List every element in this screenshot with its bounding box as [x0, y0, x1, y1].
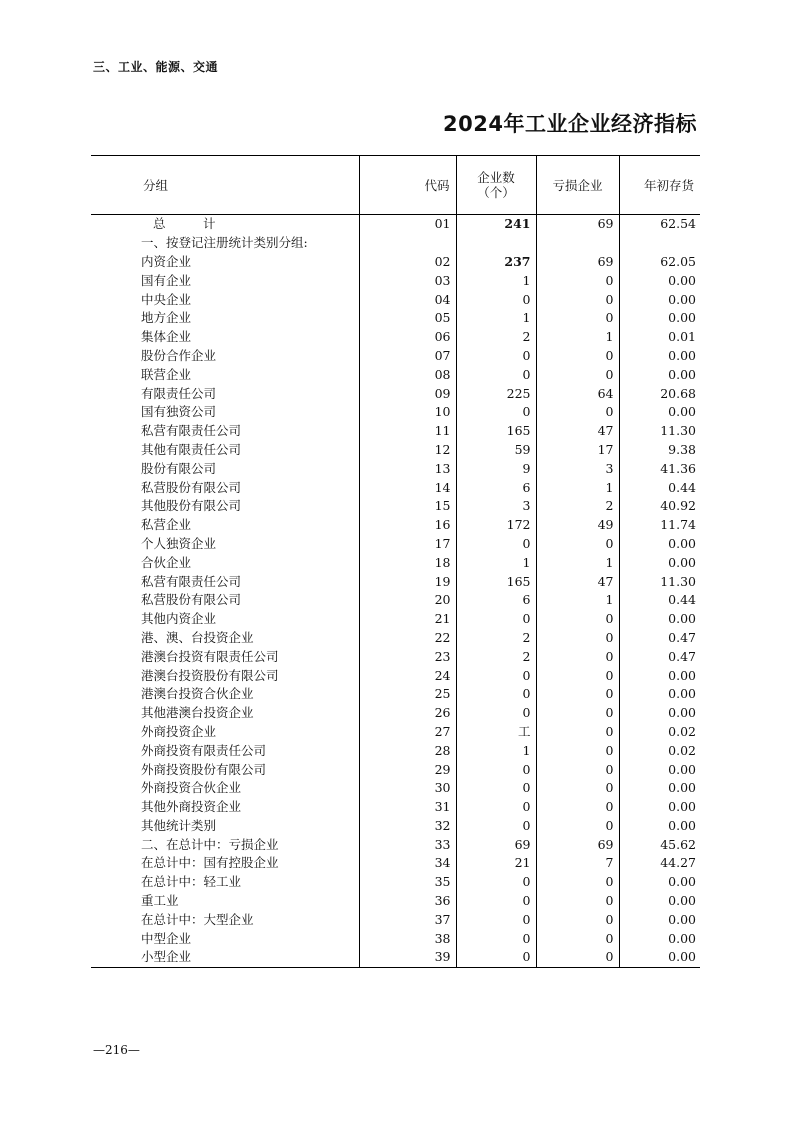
row-code: 02: [359, 253, 456, 272]
row-inventory: 0.00: [668, 949, 696, 965]
row-loss-enterprises: 0: [536, 309, 619, 328]
row-inventory: 0.00: [668, 930, 696, 946]
row-code: 20: [359, 591, 456, 610]
row-enterprises: 0: [456, 817, 536, 836]
row-code: 26: [359, 704, 456, 723]
table-row: [91, 760, 700, 779]
row-enterprises: 0: [456, 910, 536, 929]
row-loss-enterprises: 0: [536, 779, 619, 798]
row-loss-enterprises: 1: [536, 591, 619, 610]
row-loss-enterprises: 0: [536, 873, 619, 892]
row-code: 21: [359, 610, 456, 629]
row-enterprises: 225: [456, 384, 536, 403]
row-loss-enterprises: 69: [536, 215, 619, 234]
row-code: 27: [359, 723, 456, 742]
row-enterprises: 0: [456, 929, 536, 948]
table-row: [91, 384, 700, 403]
row-loss-enterprises: 1: [536, 328, 619, 347]
row-inventory: 0.00: [668, 686, 696, 702]
table-row: [91, 685, 700, 704]
row-inventory: 20.68: [660, 385, 696, 401]
row-enterprises: 0: [456, 760, 536, 779]
row-code: 33: [359, 835, 456, 854]
table-row: [91, 647, 700, 666]
row-group-name: 在总计中：轻工业: [91, 873, 359, 892]
row-enterprises: 0: [456, 610, 536, 629]
row-group-name: 一、按登记注册统计类别分组:: [91, 234, 359, 253]
table-row: [91, 290, 700, 309]
page-number: —216—: [93, 1043, 140, 1057]
row-inventory: 0.00: [668, 761, 696, 777]
table-row: [91, 892, 700, 911]
table-row: [91, 723, 700, 742]
row-group-name: 重工业: [91, 892, 359, 911]
row-inventory: 62.05: [660, 253, 696, 269]
row-loss-enterprises: 0: [536, 723, 619, 742]
row-group-name: 港澳台投资合伙企业: [91, 685, 359, 704]
row-loss-enterprises: 0: [536, 892, 619, 911]
row-code: 31: [359, 798, 456, 817]
table-row: [91, 459, 700, 478]
row-inventory: 0.02: [668, 742, 696, 758]
indicator-table: [91, 155, 700, 968]
row-code: 30: [359, 779, 456, 798]
row-loss-enterprises: 0: [536, 760, 619, 779]
row-loss-enterprises: 1: [536, 553, 619, 572]
row-inventory: 11.74: [660, 517, 696, 533]
table-row: [91, 873, 700, 892]
row-enterprises: 165: [456, 422, 536, 441]
row-group-name: 有限责任公司: [91, 384, 359, 403]
row-code: 11: [359, 422, 456, 441]
table-row: [91, 516, 700, 535]
row-code: 22: [359, 629, 456, 648]
row-group-name: 股份有限公司: [91, 459, 359, 478]
row-group-name: 地方企业: [91, 309, 359, 328]
row-group-name: 中型企业: [91, 929, 359, 948]
row-group-name: 中央企业: [91, 290, 359, 309]
row-inventory: 0.00: [668, 780, 696, 796]
row-group-name: 外商投资有限责任公司: [91, 741, 359, 760]
page-title: 2024年工业企业经济指标: [443, 112, 697, 136]
row-group-name: 在总计中：国有控股企业: [91, 854, 359, 873]
row-loss-enterprises: 49: [536, 516, 619, 535]
row-loss-enterprises: 0: [536, 290, 619, 309]
row-inventory: 0.00: [668, 911, 696, 927]
table-row: [91, 835, 700, 854]
table-row: [91, 234, 700, 253]
row-loss-enterprises: 0: [536, 948, 619, 967]
row-loss-enterprises: 69: [536, 835, 619, 854]
row-code: [359, 234, 456, 253]
table-row: [91, 591, 700, 610]
table-row: [91, 910, 700, 929]
row-enterprises: 0: [456, 873, 536, 892]
table-row: [91, 666, 700, 685]
row-enterprises: 0: [456, 290, 536, 309]
row-code: 09: [359, 384, 456, 403]
row-code: 32: [359, 817, 456, 836]
row-enterprises: 1: [456, 741, 536, 760]
row-enterprises: 0: [456, 704, 536, 723]
row-code: 19: [359, 572, 456, 591]
row-enterprises: 2: [456, 647, 536, 666]
row-inventory: 0.00: [668, 272, 696, 288]
row-inventory: 0.47: [668, 629, 696, 645]
row-code: 15: [359, 497, 456, 516]
row-enterprises: 1: [456, 309, 536, 328]
row-group-name: 个人独资企业: [91, 535, 359, 554]
row-inventory: 62.54: [660, 216, 696, 232]
row-loss-enterprises: 0: [536, 666, 619, 685]
table-row: [91, 441, 700, 460]
header-inventory: 年初存货: [643, 178, 694, 193]
row-group-name: 私营有限责任公司: [91, 422, 359, 441]
row-enterprises: 0: [456, 666, 536, 685]
row-code: 23: [359, 647, 456, 666]
row-enterprises: 6: [456, 591, 536, 610]
row-code: 06: [359, 328, 456, 347]
row-code: 08: [359, 365, 456, 384]
row-enterprises: 165: [456, 572, 536, 591]
row-enterprises: [456, 234, 536, 253]
row-inventory: 0.00: [668, 366, 696, 382]
row-enterprises: 2: [456, 629, 536, 648]
row-group-name: 港澳台投资有限责任公司: [91, 647, 359, 666]
row-code: 14: [359, 478, 456, 497]
table-row: [91, 478, 700, 497]
row-enterprises: 59: [456, 441, 536, 460]
row-enterprises: 2: [456, 328, 536, 347]
row-group-name: 集体企业: [91, 328, 359, 347]
row-enterprises: 0: [456, 685, 536, 704]
row-inventory: [619, 234, 700, 253]
row-code: 07: [359, 347, 456, 366]
row-code: 16: [359, 516, 456, 535]
row-enterprises: 0: [456, 535, 536, 554]
row-group-name: 其他港澳台投资企业: [91, 704, 359, 723]
row-enterprises: 69: [456, 835, 536, 854]
row-enterprises: 0: [456, 948, 536, 967]
row-inventory: 0.00: [668, 291, 696, 307]
row-enterprises: 21: [456, 854, 536, 873]
row-loss-enterprises: 0: [536, 271, 619, 290]
row-group-name: 其他内资企业: [91, 610, 359, 629]
row-inventory: 0.00: [668, 535, 696, 551]
table-row: [91, 215, 700, 234]
header-loss-enterprises: 亏损企业: [536, 156, 619, 215]
row-group-name: 外商投资企业: [91, 723, 359, 742]
header-group: 分组: [91, 156, 359, 215]
row-enterprises: 0: [456, 365, 536, 384]
row-enterprises: 237: [456, 253, 536, 272]
row-loss-enterprises: 0: [536, 347, 619, 366]
row-inventory: 0.44: [668, 479, 696, 495]
row-enterprises: 工: [456, 723, 536, 742]
row-group-name: 在总计中：大型企业: [91, 910, 359, 929]
table-header: [91, 156, 700, 215]
row-loss-enterprises: 17: [536, 441, 619, 460]
row-group-name: 国有企业: [91, 271, 359, 290]
table-row: [91, 309, 700, 328]
row-code: 25: [359, 685, 456, 704]
header-enterprises: [456, 156, 536, 215]
row-loss-enterprises: 0: [536, 929, 619, 948]
row-code: 17: [359, 535, 456, 554]
row-group-name: 私营股份有限公司: [91, 478, 359, 497]
table-row: [91, 610, 700, 629]
row-code: 10: [359, 403, 456, 422]
row-loss-enterprises: 0: [536, 741, 619, 760]
row-group-name: 国有独资公司: [91, 403, 359, 422]
row-code: 39: [359, 948, 456, 967]
row-enterprises: 1: [456, 271, 536, 290]
table-row: [91, 253, 700, 272]
table-row: [91, 798, 700, 817]
row-code: 37: [359, 910, 456, 929]
header-code: 代码: [359, 156, 456, 215]
row-group-name: 其他有限责任公司: [91, 441, 359, 460]
table-row: [91, 741, 700, 760]
row-group-name: 私营企业: [91, 516, 359, 535]
row-loss-enterprises: 3: [536, 459, 619, 478]
table-row: [91, 704, 700, 723]
table-row: [91, 365, 700, 384]
row-loss-enterprises: 0: [536, 535, 619, 554]
row-inventory: 9.38: [668, 441, 696, 457]
row-loss-enterprises: 0: [536, 647, 619, 666]
row-inventory: 0.00: [668, 705, 696, 721]
row-code: 29: [359, 760, 456, 779]
row-inventory: 40.92: [660, 498, 696, 514]
row-inventory: 45.62: [660, 836, 696, 852]
row-inventory: 0.00: [668, 667, 696, 683]
row-inventory: 41.36: [660, 460, 696, 476]
row-group-name: 二、在总计中：亏损企业: [91, 835, 359, 854]
row-code: 18: [359, 553, 456, 572]
row-loss-enterprises: 0: [536, 910, 619, 929]
row-loss-enterprises: [536, 234, 619, 253]
table-row: [91, 347, 700, 366]
row-inventory: 0.00: [668, 799, 696, 815]
row-inventory: 0.00: [668, 874, 696, 890]
row-enterprises: 172: [456, 516, 536, 535]
row-loss-enterprises: 0: [536, 365, 619, 384]
table-row: [91, 553, 700, 572]
row-inventory: 11.30: [660, 423, 696, 439]
row-enterprises: 6: [456, 478, 536, 497]
row-loss-enterprises: 0: [536, 629, 619, 648]
row-loss-enterprises: 0: [536, 403, 619, 422]
row-inventory: 0.02: [668, 723, 696, 739]
row-loss-enterprises: 47: [536, 422, 619, 441]
row-enterprises: 0: [456, 892, 536, 911]
table-row: [91, 403, 700, 422]
table-row: [91, 535, 700, 554]
row-group-name: 其他外商投资企业: [91, 798, 359, 817]
row-enterprises: 0: [456, 403, 536, 422]
row-code: 04: [359, 290, 456, 309]
row-loss-enterprises: 0: [536, 798, 619, 817]
row-inventory: 0.47: [668, 648, 696, 664]
row-enterprises: 3: [456, 497, 536, 516]
row-loss-enterprises: 47: [536, 572, 619, 591]
header-enterprises-line1: 企业数: [477, 170, 515, 185]
row-loss-enterprises: 0: [536, 610, 619, 629]
row-group-name: 其他统计类别: [91, 817, 359, 836]
table-row: [91, 422, 700, 441]
row-inventory: 0.00: [668, 347, 696, 363]
table-row: [91, 572, 700, 591]
row-loss-enterprises: 2: [536, 497, 619, 516]
row-inventory: 0.00: [668, 554, 696, 570]
table-row: [91, 817, 700, 836]
row-enterprises: 0: [456, 798, 536, 817]
row-code: 12: [359, 441, 456, 460]
row-inventory: 44.27: [660, 855, 696, 871]
row-group-name: 私营有限责任公司: [91, 572, 359, 591]
table-row: [91, 629, 700, 648]
row-group-name: 股份合作企业: [91, 347, 359, 366]
row-loss-enterprises: 64: [536, 384, 619, 403]
row-code: 34: [359, 854, 456, 873]
table-row: [91, 929, 700, 948]
row-code: 05: [359, 309, 456, 328]
row-group-name: 总 计: [91, 215, 359, 234]
row-group-name: 联营企业: [91, 365, 359, 384]
row-enterprises: 0: [456, 779, 536, 798]
row-code: 38: [359, 929, 456, 948]
row-inventory: 0.01: [668, 329, 696, 345]
section-header: 三、工业、能源、交通: [93, 60, 219, 74]
row-inventory: 0.00: [668, 817, 696, 833]
row-loss-enterprises: 0: [536, 685, 619, 704]
table-row: [91, 328, 700, 347]
table-row: [91, 854, 700, 873]
row-group-name: 小型企业: [91, 948, 359, 967]
row-inventory: 0.00: [668, 611, 696, 627]
table-row: [91, 948, 700, 967]
row-loss-enterprises: 0: [536, 817, 619, 836]
row-inventory: 0.00: [668, 404, 696, 420]
table-row: [91, 497, 700, 516]
row-group-name: 港、澳、台投资企业: [91, 629, 359, 648]
row-group-name: 外商投资股份有限公司: [91, 760, 359, 779]
row-inventory: 11.30: [660, 573, 696, 589]
row-code: 24: [359, 666, 456, 685]
row-group-name: 港澳台投资股份有限公司: [91, 666, 359, 685]
row-enterprises: 0: [456, 347, 536, 366]
row-group-name: 合伙企业: [91, 553, 359, 572]
row-enterprises: 241: [456, 215, 536, 234]
row-inventory: 0.00: [668, 893, 696, 909]
row-group-name: 外商投资合伙企业: [91, 779, 359, 798]
row-code: 01: [359, 215, 456, 234]
row-code: 36: [359, 892, 456, 911]
table-row: [91, 271, 700, 290]
row-enterprises: 1: [456, 553, 536, 572]
row-inventory: 0.44: [668, 592, 696, 608]
row-group-name: 私营股份有限公司: [91, 591, 359, 610]
row-enterprises: 9: [456, 459, 536, 478]
table-row: [91, 779, 700, 798]
header-enterprises-line2: （个）: [477, 185, 515, 200]
row-loss-enterprises: 1: [536, 478, 619, 497]
row-loss-enterprises: 69: [536, 253, 619, 272]
row-code: 03: [359, 271, 456, 290]
row-loss-enterprises: 0: [536, 704, 619, 723]
row-group-name: 其他股份有限公司: [91, 497, 359, 516]
row-code: 13: [359, 459, 456, 478]
row-inventory: 0.00: [668, 310, 696, 326]
row-code: 28: [359, 741, 456, 760]
row-group-name: 内资企业: [91, 253, 359, 272]
table-body: [91, 215, 700, 968]
row-code: 35: [359, 873, 456, 892]
row-loss-enterprises: 7: [536, 854, 619, 873]
